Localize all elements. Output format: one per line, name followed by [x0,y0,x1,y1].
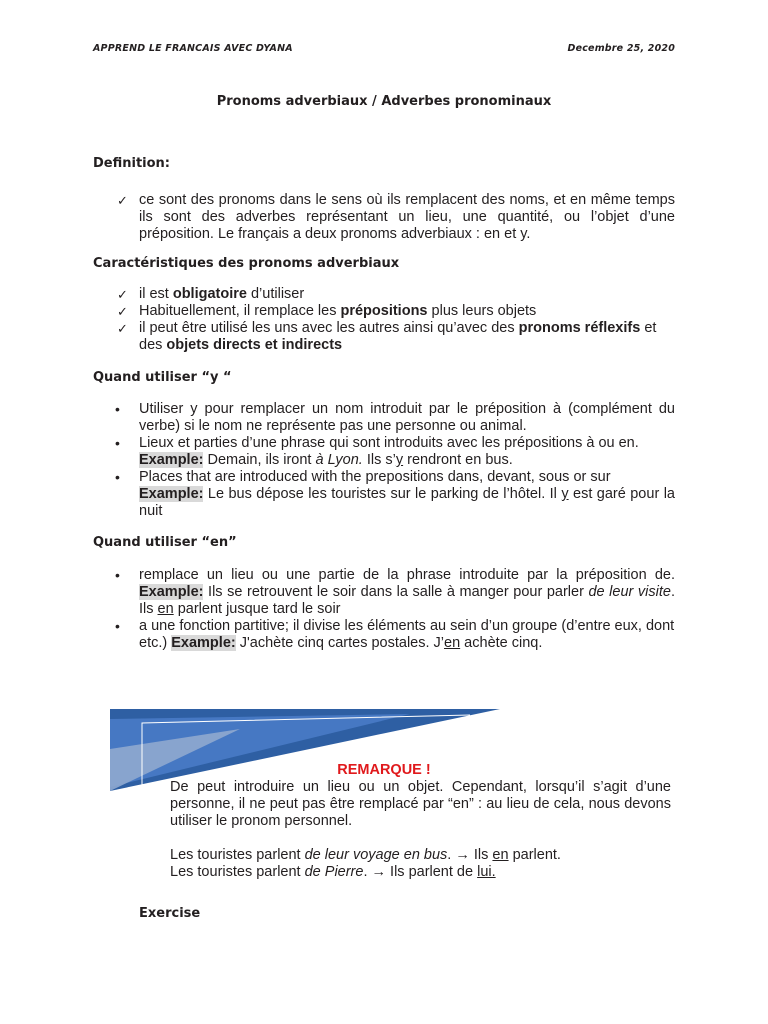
checkmark-icon: ✓ [117,193,128,208]
exercise-heading: Exercise [139,906,201,921]
header-left-text: APPREND LE FRANCAIS AVEC DYANA [93,43,293,54]
quand-y-list [115,401,675,520]
list-item: • Lieux et parties d’une phrase qui sont introduits avec les prépositions à ou en. Example: Demain, ils iront à Lyon. Ils s’y rendront en bus. [115,435,639,468]
list-item: ✓ il peut être utilisé les uns avec les autres ainsi qu’avec des pronoms réflexifs et des objets directs et indirects [117,320,657,353]
caracteristiques-list [117,286,675,354]
list-item: ✓ Habituellement, il remplace les prépositions plus leurs objets [117,303,537,319]
quand-y-heading: Quand utiliser “y “ [93,370,232,385]
quand-en-heading: Quand utiliser “en” [93,535,237,550]
example-label: Example: [139,584,204,600]
example-label: Example: [139,452,204,468]
caracteristiques-heading: Caractéristiques des pronoms adverbiaux [93,256,400,271]
definition-list [117,192,675,243]
list-item: ✓ ce sont des pronoms dans le sens où ils remplacent des noms, et en même temps ils sont des adverbes représentant un lieu, une quantité, ou l’objet d’une préposition. Le français a deux pronoms adverbiaux : en et y. [117,192,675,242]
header-date: Decembre 25, 2020 [567,43,675,54]
remarque-title: REMARQUE ! [337,762,431,778]
definition-heading: Definition: [93,156,171,171]
list-item: • remplace un lieu ou une partie de la phrase introduite par la préposition de. Example: Ils se retrouvent le soir dans la salle à manger pour parler de leur visite. Ils en parlent jusque tard le soir [115,567,675,617]
bullet-icon: • [115,469,120,485]
remarque-example-2: Les touristes parlent de Pierre. → Ils parlent de lui. [170,864,496,880]
remarque-example-1: Les touristes parlent de leur voyage en bus. → Ils en parlent. [170,847,561,863]
bullet-icon: • [115,401,120,417]
example-label: Example: [139,486,204,502]
bullet-icon: • [115,435,120,451]
list-item: ✓ il est obligatoire d’utiliser [117,286,305,302]
checkmark-icon: ✓ [117,321,128,336]
checkmark-icon: ✓ [117,287,128,302]
example-label: Example: [171,635,236,651]
checkmark-icon: ✓ [117,304,128,319]
list-item: • a une fonction partitive; il divise les éléments au sein d’un groupe (d’entre eux, dont etc.) Example: J'achète cinq cartes postales. J’en achète cinq. [115,618,675,651]
remarque-text: De peut introduire un lieu ou un objet. Cependant, lorsqu’il s’agit d’une personne, il ne peut pas être remplacé par “en” : au lieu de cela, nous devons utiliser le pronom personnel. [170,779,671,829]
bullet-icon: • [115,618,120,634]
list-item: • Places that are introduced with the prepositions dans, devant, sous or sur Example: Le bus dépose les touristes sur le parking de l’hôtel. Il y est garé pour la nuit [115,469,675,519]
quand-en-list [115,567,675,652]
list-item: • Utiliser y pour remplacer un nom introduit par le préposition à (complément du verbe) si le nom ne représente pas une personne ou animal. [115,401,675,434]
page-title: Pronoms adverbiaux / Adverbes pronominaux [216,94,552,109]
bullet-icon: • [115,567,120,583]
